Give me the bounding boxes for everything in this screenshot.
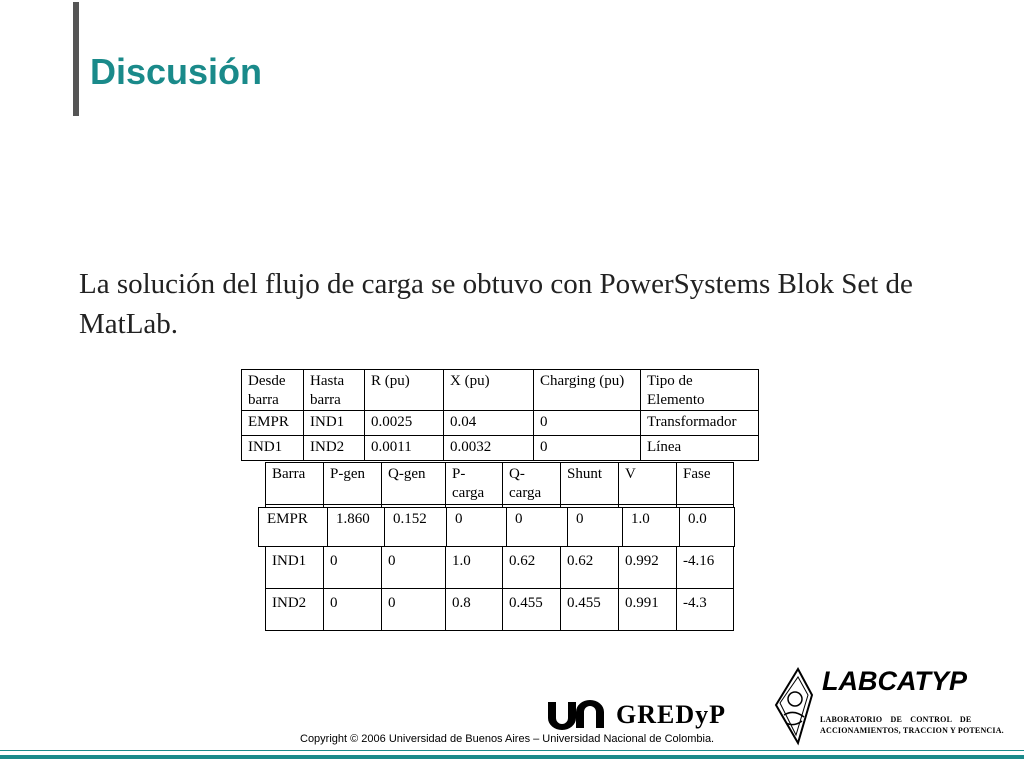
table-cell: 0.8 — [446, 589, 503, 631]
table-cell: 0.152 — [385, 508, 447, 547]
table-cell: 0.991 — [619, 589, 677, 631]
table-cell: -4.16 — [677, 547, 734, 589]
labcatyp-subtitle-line-1: LABORATORIO DE CONTROL DE — [820, 715, 972, 724]
header-q-carga: Q- carga — [503, 463, 561, 505]
table-cell: IND2 — [266, 589, 324, 631]
header-tipo-elemento: Tipo de Elemento — [641, 370, 759, 411]
copyright-text: Copyright © 2006 Universidad de Buenos Aires – Universidad Nacional de Colombia. — [300, 733, 715, 745]
header-charging-pu: Charging (pu) — [534, 370, 641, 411]
table-cell: 0 — [447, 508, 507, 547]
table-row — [242, 436, 759, 461]
table-cell: 0.0 — [688, 511, 707, 527]
header-fase: Fase — [677, 463, 734, 505]
table-cell: IND1 — [266, 547, 324, 589]
table-cell: EMPR — [259, 508, 328, 547]
table-cell: Línea — [641, 436, 759, 461]
table-cell: 0 — [324, 547, 382, 589]
table-cell: 0.992 — [619, 547, 677, 589]
table-cell: 1.860 — [328, 508, 385, 547]
line-table-header-row — [242, 370, 759, 411]
labcatyp-logo-text: LABCATYP — [822, 666, 967, 696]
table-cell: 1.0 — [446, 547, 503, 589]
labcatyp-subtitle-line-2: ACCIONAMIENTOS, TRACCION Y POTENCIA. — [820, 726, 1004, 735]
header-hasta-barra: Hasta barra — [304, 370, 365, 411]
table-cell: 0 — [382, 589, 446, 631]
table-cell: IND2 — [304, 436, 365, 461]
table-cell: -4.3 — [677, 589, 734, 631]
header-p-carga: P- carga — [446, 463, 503, 505]
header-r-pu: R (pu) — [365, 370, 444, 411]
table-cell: 0.62 — [503, 547, 561, 589]
bus-table-header-row — [266, 463, 734, 505]
table-cell: 0 — [534, 411, 641, 436]
table-row — [242, 411, 759, 436]
header-v: V — [619, 463, 677, 505]
table-cell: 0 — [507, 508, 568, 547]
table-cell: 0 — [534, 436, 641, 461]
footer-rule-thin — [0, 750, 1024, 751]
table-cell: 0.0011 — [365, 436, 444, 461]
table-cell: 0 — [324, 589, 382, 631]
table-row — [266, 589, 734, 631]
table-cell: 1.0 — [623, 508, 680, 547]
table-cell: 0.0032 — [444, 436, 534, 461]
header-q-gen: Q-gen — [382, 463, 446, 505]
table-cell: IND1 — [304, 411, 365, 436]
table-cell: EMPR — [242, 411, 304, 436]
table-cell: 0 — [382, 547, 446, 589]
header-desde-barra: Desde barra — [242, 370, 304, 411]
table-cell: 0.04 — [444, 411, 534, 436]
table-cell: 0.455 — [503, 589, 561, 631]
slide-body-text: La solución del flujo de carga se obtuvo con PowerSystems Blok Set de MatLab. — [79, 268, 913, 340]
header-shunt: Shunt — [561, 463, 619, 505]
labcatyp-subtitle — [820, 714, 1024, 736]
header-p-gen: P-gen — [324, 463, 382, 505]
title-accent-bar — [73, 2, 79, 116]
table-row — [266, 547, 734, 589]
empr-bus-row — [258, 507, 735, 547]
header-barra: Barra — [266, 463, 324, 505]
table-cell: IND1 — [242, 436, 304, 461]
un-logo-icon — [546, 700, 604, 730]
table-cell: 0.62 — [561, 547, 619, 589]
table-cell: 0.0025 — [365, 411, 444, 436]
line-data-table — [241, 369, 759, 461]
table-cell: 0 — [568, 508, 623, 547]
footer-rule — [0, 755, 1024, 759]
header-x-pu: X (pu) — [444, 370, 534, 411]
table-cell: 0.455 — [561, 589, 619, 631]
labcatyp-emblem-icon — [768, 665, 818, 747]
gredyp-logo-text: GREDyP — [616, 700, 726, 729]
table-cell: Transformador — [641, 411, 759, 436]
slide-title: Discusión — [90, 51, 263, 92]
